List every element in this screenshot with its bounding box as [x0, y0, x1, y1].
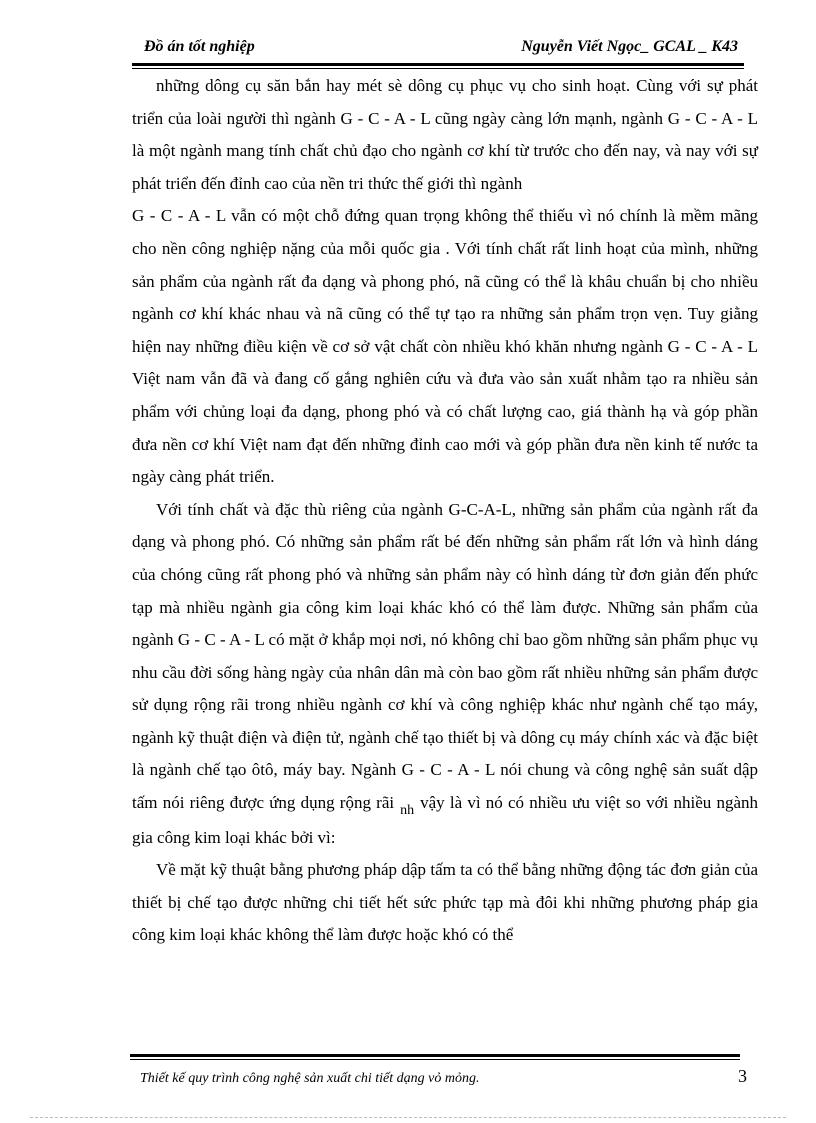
paragraph-1: những dông cụ săn bắn hay mét sè dông cụ phục vụ cho sinh hoạt. Cùng với sự phát triển của loài người thì ngành G - C - A - L cũng ngày càng lớn mạnh, ngành G - C - A - L là một ngành mang tính chất chủ đạo cho ngành cơ khí từ trước cho đến nay, và nay với sự phát triển đến đỉnh cao của nền tri thức thế giới thì ngành [132, 76, 758, 193]
footer-divider-thin [130, 1059, 740, 1060]
paragraph-3-text: Với tính chất và đặc thù riêng của ngành G-C-A-L, những sản phẩm của ngành rất đa dạng và phong phó. Có những sản phẩm rất bé đến những sản phẩm rất lớn và hình dáng của chóng cũng rất phong phó và những sản phẩm này có hình dáng từ đơn giản đến phức tạp mà nhiều ngành gia công kim loại khác khó có thể làm được. Những sản phẩm của ngành G - C - A - L có mặt ở khắp mọi nơi, nó không chỉ bao gồm những sản phẩm phục vụ nhu cầu đời sống hàng ngày của nhân dân mà còn bao gồm rất nhiều những sản phẩm được sử dụng rộng rãi trong nhiều ngành cơ khí và công nghiệp khác như ngành chế tạo máy, ngành kỹ thuật điện và điện tử, ngành chế tạo thiết bị và dông cụ máy chính xác và đặc biệt là ngành chế tạo ôtô, máy bay. Ngành G - C - A - L nói chung và công nghệ sản suất dập tấm nói riêng được ứng dụng rộng rãi [132, 499, 758, 813]
paragraph-3-subscript: nh [400, 803, 415, 819]
page-header [138, 36, 744, 60]
paragraph-3 [132, 494, 758, 855]
paragraph-3-text-end: vậy là vì nó có nhiều ưu việt so với nhiều ngành gia công kim loại khác bởi vì: [132, 793, 759, 847]
paragraph-4: Về mặt kỹ thuật bằng phương pháp dập tấm ta có thể bằng những động tác đơn giản của thiết bị chế tạo được những chi tiết hết sức phức tạp mà đôi khi những phương pháp gia công kim loại khác không thể làm được hoặc khó có thể [132, 860, 758, 945]
header-author: Nguyễn Viết Ngọc_ GCAL _ K43 [521, 38, 738, 55]
page-number: 3 [738, 1066, 747, 1086]
footer-divider-thick [130, 1054, 740, 1057]
header-divider-thin [132, 68, 744, 69]
footer-title: Thiết kế quy trình công nghệ sản xuất chi tiết dạng vỏ mỏng. [140, 1071, 480, 1086]
page-bottom-edge [30, 1117, 786, 1118]
header-divider-thick [132, 63, 744, 66]
body-text [132, 70, 758, 952]
header-document-type: Đồ án tốt nghiệp [144, 38, 255, 55]
paragraph-2: G - C - A - L vẫn có một chỗ đứng quan trọng không thể thiếu vì nó chính là mềm mãng cho nền công nghiệp nặng của mỗi quốc gia . Với tính chất rất linh hoạt của mình, những sản phẩm của ngành rất đa dạng và phong phó, nã cũng có thể là khâu chuẩn bị cho nhiều ngành cơ khí khác nhau và nã cũng có thể tự tạo ra những sản phẩm trọn vẹn. Tuy giằng hiện nay những điều kiện về cơ sở vật chất còn nhiều khó khăn nhưng ngành G - C - A - L Việt nam vẫn đã và đang cố gắng nghiên cứu và đưa vào sản xuất nhằm tạo ra nhiều sản phẩm với chủng loại đa dạng, phong phó và có chất lượng cao, giá thành hạ và góp phần đưa nền cơ khí Việt nam đạt đến những đỉnh cao mới và góp phần đưa nền kinh tế nước ta ngày càng phát triển. [132, 206, 758, 487]
